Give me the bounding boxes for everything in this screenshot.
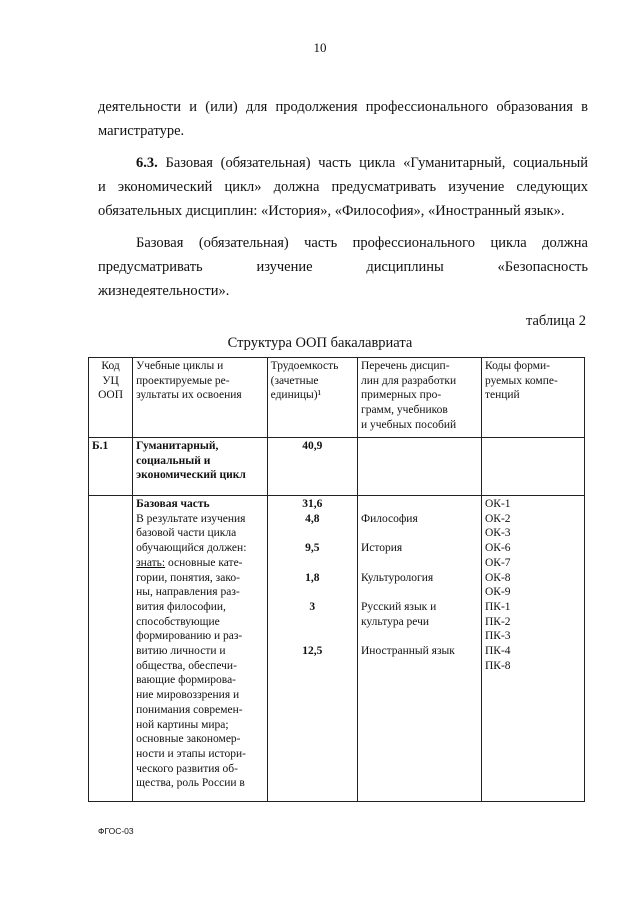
table-row-b1 (89, 438, 585, 496)
structure-table (88, 357, 585, 802)
row-basic-competencies: ОК-1 ОК-2 ОК-3 ОК-6 ОК-7 ОК-8 ОК-9 ПК-1 ПК-2 ПК-3 ПК-4 ПК-8 (481, 496, 584, 802)
row-b1-code: Б.1 (89, 438, 133, 496)
paragraph-prof-cycle-line3: жизнедеятельности». (98, 283, 230, 299)
table-title: Структура ООП бакалавриата (227, 335, 413, 351)
paragraph-prof-cycle-line2: предусматривать изучение дисциплины «Безопасность (98, 259, 588, 275)
row-basic-labor: 31,6 4,8 9,5 1,8 3 12,5 (267, 496, 357, 802)
row-basic-code (89, 496, 133, 802)
table-header-row (89, 358, 585, 438)
header-competency-codes: Коды форми- руемых компе- тенций (481, 358, 584, 438)
row-basic-disciplines: Философия История Культурология Русский язык и культура речи Иностранный язык (357, 496, 481, 802)
row-b1-name: Гуманитарный, социальный и экономический цикл (133, 438, 268, 496)
paragraph-6-3-text: Базовая (обязательная) часть цикла «Гуманитарный, социальный (157, 155, 588, 171)
header-labor: Трудоемкость (зачетные единицы)¹ (267, 358, 357, 438)
section-number: 6.3. (136, 155, 158, 171)
paragraph-prof-cycle-line1: Базовая (обязательная) часть профессионального цикла должна (136, 235, 588, 251)
table-caption: таблица 2 (525, 313, 586, 329)
row-b1-disciplines (357, 438, 481, 496)
know-label: знать: (136, 556, 166, 569)
paragraph-6-3-line3: обязательных дисциплин: «История», «Философия», «Иностранный язык». (98, 203, 565, 219)
table-row-basic-part (89, 496, 585, 802)
paragraph-continuation-line2: магистратуре. (98, 123, 185, 139)
header-cycles: Учебные циклы и проектируемые ре- зультаты их освоения (133, 358, 268, 438)
paragraph-6-3-line2: и экономический цикл» должна предусматривать изучение следующих (98, 179, 588, 195)
paragraph-6-3-line1 (98, 151, 588, 175)
header-code: Код УЦ ООП (89, 358, 133, 438)
row-basic-description: Базовая часть В результате изучения базовой части цикла обучающийся должен: знать: основные кате- гории, понятия, зако- ны, направления раз- вития философии, способствующие формированию и раз- витию личности и общества, обеспечи- вающие формирова- ние мировоззрения и понимания современ- ной картины мира; основные закономер- ности и этапы истори- ческого развития об- щества, роль России в (133, 496, 268, 802)
header-disciplines-list: Перечень дисцип- лин для разработки примерных про- грамм, учебников и учебных пособий (357, 358, 481, 438)
paragraph-continuation-line1: деятельности и (или) для продолжения профессионального образования в (98, 99, 588, 115)
page-number: 10 (313, 40, 327, 55)
row-b1-labor: 40,9 (267, 438, 357, 496)
footer-doc-code: ФГОС-03 (98, 826, 134, 836)
row-b1-codes (481, 438, 584, 496)
